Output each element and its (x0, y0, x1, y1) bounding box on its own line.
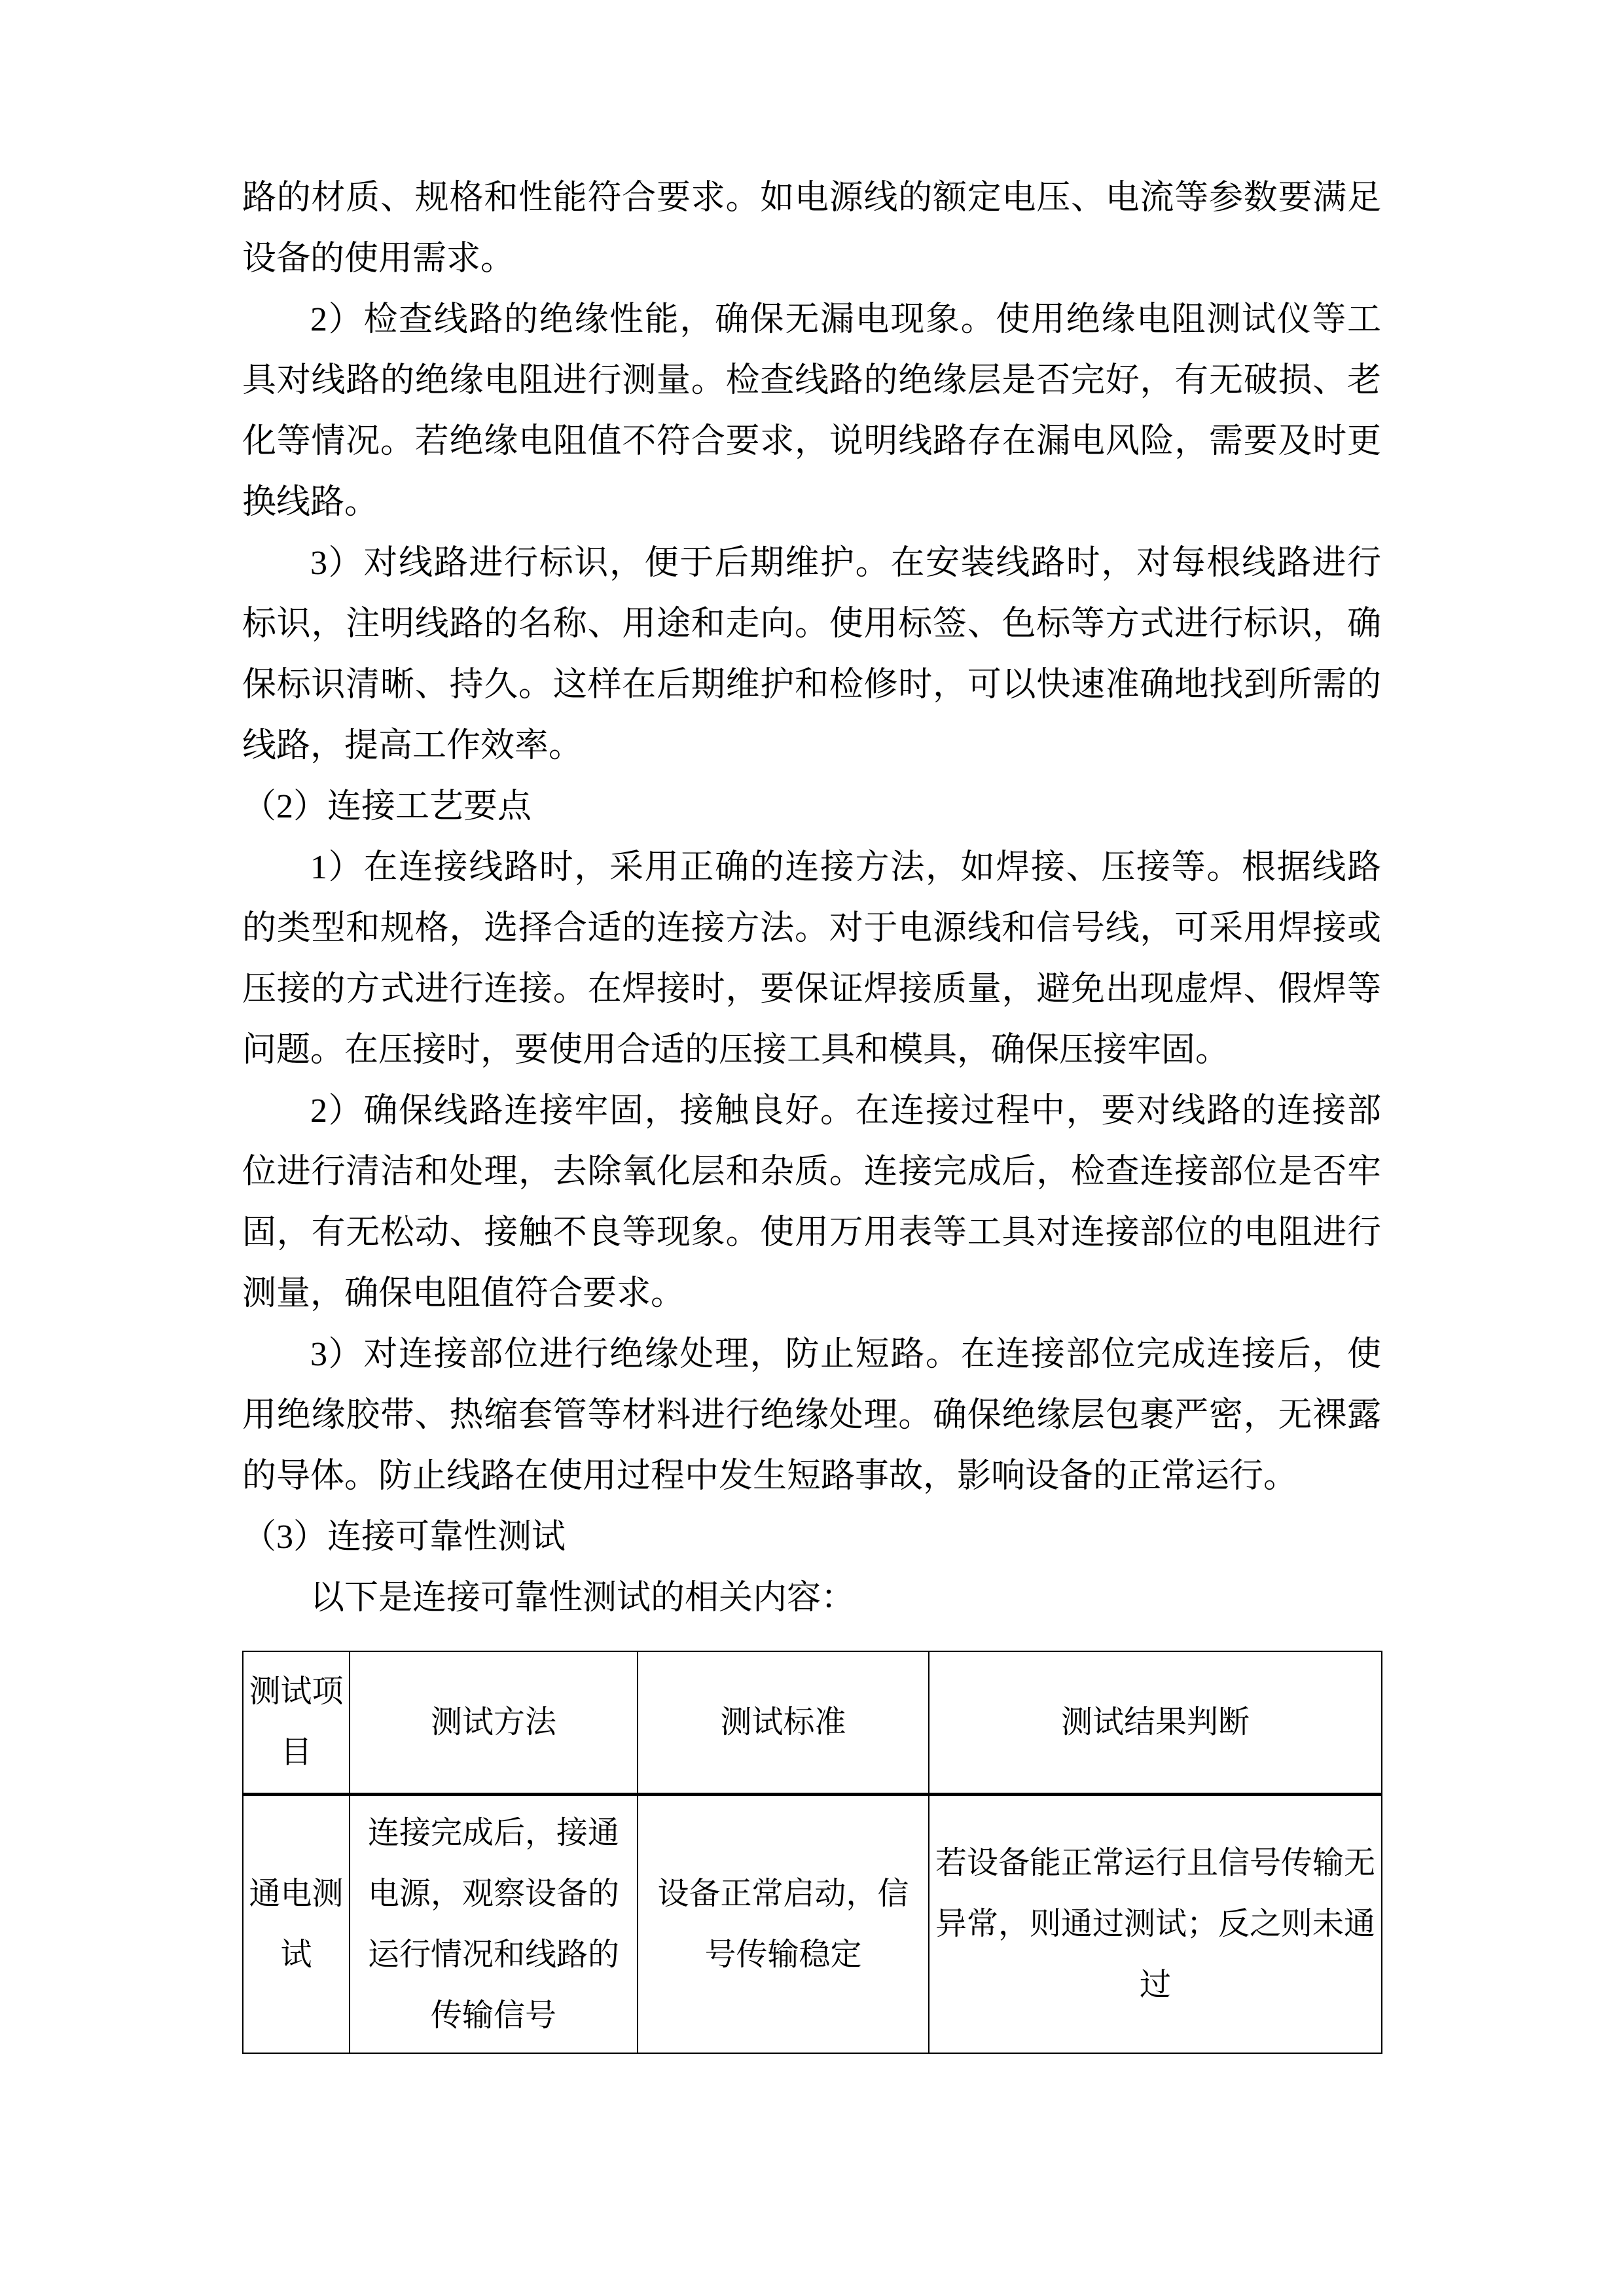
table-header-cell-standard (638, 1651, 929, 1794)
table-cell-standard-value: 设备正常启动，信号传输稳定 (657, 1876, 909, 1972)
table-cell-judgement (929, 1794, 1382, 2053)
table-cell-item-value: 通电测试 (249, 1876, 344, 1972)
reliability-test-table-wrapper (242, 1651, 1381, 2054)
table-header-cell-method (350, 1651, 638, 1794)
paragraph-item-1-3: 3）对线路进行标识，便于后期维护。在安装线路时，对每根线路进行标识，注明线路的名称、用途和走向。使用标签、色标等方式进行标识，确保标识清晰、持久。这样在后期维护和检修时，可以快速准确地找到所需的线路，提高工作效率。 (242, 545, 1381, 764)
paragraph-item-2-1: 1）在连接线路时，采用正确的连接方法，如焊接、压接等。根据线路的类型和规格，选择合适的连接方法。对于电源线和信号线，可采用焊接或压接的方式进行连接。在焊接时，要保证焊接质量，避免出现虚焊、假焊等问题。在压接时，要使用合适的压接工具和模具，确保压接牢固。 (242, 849, 1381, 1069)
paragraph-item-2-2: 2）确保线路连接牢固，接触良好。在连接过程中，要对线路的连接部位进行清洁和处理，去除氧化层和杂质。连接完成后，检查连接部位是否牢固，有无松动、接触不良等现象。使用万用表等工具对连接部位的电阻进行测量，确保电阻值符合要求。 (242, 1092, 1381, 1312)
paragraph-item-1-2: 2）检查线路的绝缘性能，确保无漏电现象。使用绝缘电阻测试仪等工具对线路的绝缘电阻进行测量。检查线路的绝缘层是否完好，有无破损、老化等情况。若绝缘电阻值不符合要求，说明线路存在漏电风险，需要及时更换线路。 (242, 301, 1381, 521)
table-header-cell-item (243, 1651, 350, 1794)
page-content (242, 168, 1381, 2054)
paragraph-item-2-3: 3）对连接部位进行绝缘处理，防止短路。在连接部位完成连接后，使用绝缘胶带、热缩套管等材料进行绝缘处理。确保绝缘层包裹严密，无裸露的导体。防止线路在使用过程中发生短路事故，影响设备的正常运行。 (242, 1336, 1381, 1495)
table-header-standard-label: 测试标准 (720, 1704, 846, 1740)
table-header-item-label: 测试项目 (249, 1674, 344, 1770)
table-cell-standard (638, 1794, 929, 2053)
table-header-row (243, 1651, 1382, 1794)
table-row (243, 1794, 1382, 2053)
table-header-method-label: 测试方法 (430, 1704, 556, 1740)
reliability-test-table (242, 1651, 1382, 2054)
table-cell-method (350, 1794, 638, 2053)
paragraph-continued: 路的材质、规格和性能符合要求。如电源线的额定电压、电流等参数要满足设备的使用需求。 (242, 179, 1381, 278)
table-cell-method-value: 连接完成后，接通电源，观察设备的运行情况和线路的传输信号 (367, 1815, 619, 2033)
table-header-judgement-label: 测试结果判断 (1060, 1704, 1250, 1740)
paragraph-table-lead: 以下是连接可靠性测试的相关内容： (310, 1579, 856, 1617)
table-cell-judgement-value: 若设备能正常运行且信号传输无异常，则通过测试；反之则未通过 (935, 1846, 1375, 2002)
table-cell-item (243, 1794, 350, 2053)
table-header-cell-judgement (929, 1651, 1382, 1794)
section-heading-3: （3）连接可靠性测试 (242, 1518, 566, 1556)
section-heading-2: （2）连接工艺要点 (242, 788, 532, 825)
